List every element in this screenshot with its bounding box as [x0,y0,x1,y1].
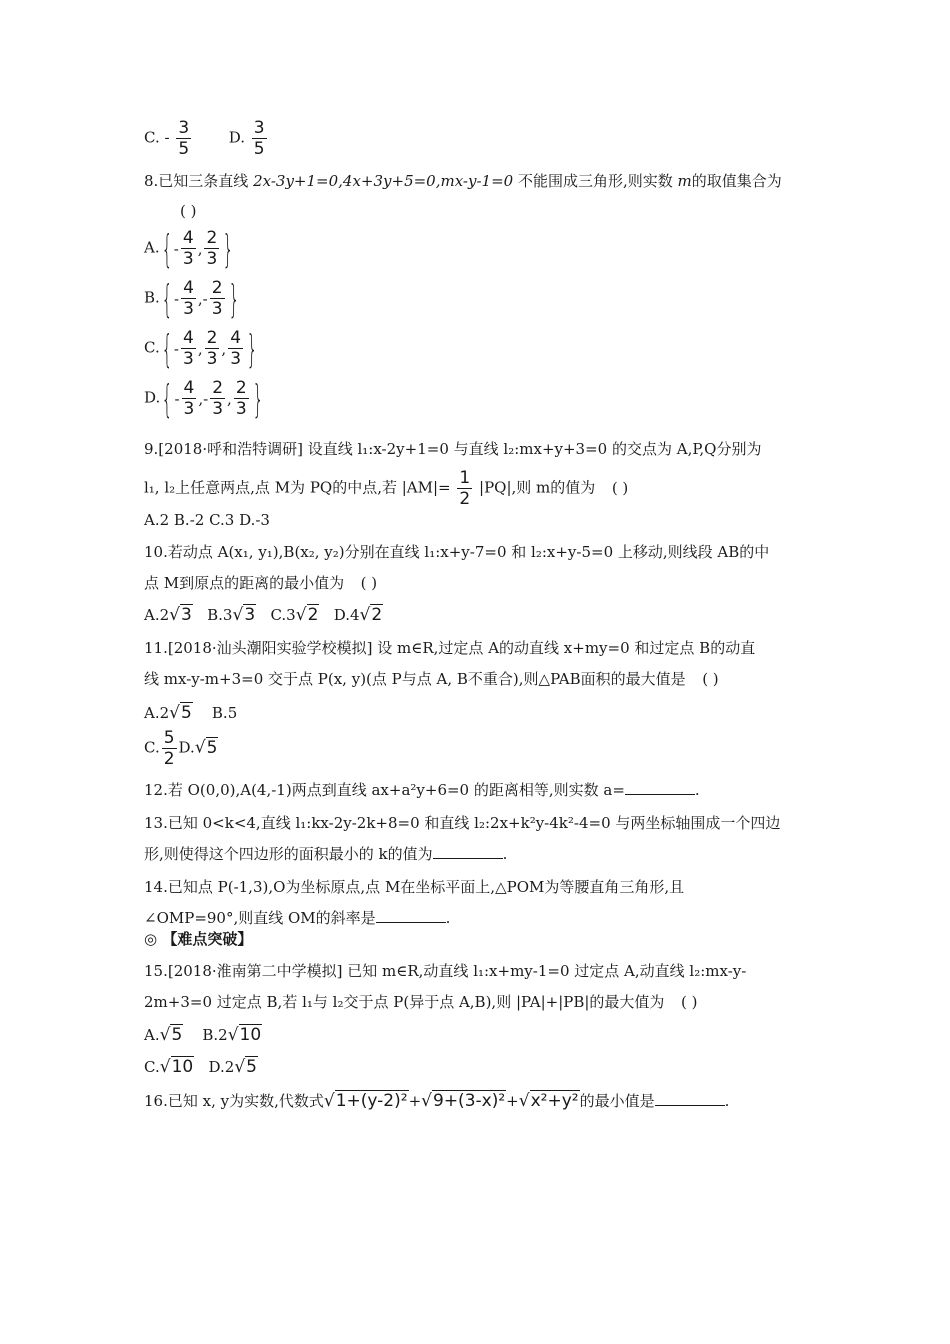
q9-fraction: $\frac{1}{2}$ [459,468,471,509]
q8-option-set [160,328,260,369]
denominator: 3 [230,349,242,369]
fraction [204,228,219,269]
q11-options-ab: A.2√5 B.5 [144,703,238,723]
q7-option-c-fraction: $\frac{3}{5}$ [178,118,190,159]
q10-answer-paren: ( ) [360,574,378,592]
denominator: 3 [212,399,224,419]
sqrt-icon: √ [159,1057,171,1077]
q14-answer-blank [376,908,446,923]
sqrt-icon: √ [169,703,180,723]
q12-answer-blank [625,780,695,795]
sqrt-icon: √ [232,605,244,625]
numerator: 4 [182,228,194,248]
q15-answer-paren: ( ) [680,993,698,1011]
numerator: 4 [230,328,242,348]
left-brace-icon: { [161,226,173,271]
minus-sign: - [173,289,180,308]
fraction [181,328,196,369]
q15-line1: 15.[2018·淮南第二中学模拟] 已知 m∈R,动直线 l₁:x+my-1=0 过定点 A,动直线 l₂:mx-y- [144,962,747,980]
sqrt-icon: √ [295,605,307,625]
denominator: 3 [182,249,194,269]
q8-option-set [160,228,236,269]
q10-line2: 点 M到原点的距离的最小值为 ( ) [144,572,389,594]
q8-stem: 8.已知三条直线 2x-3y+1=0,4x+3y+5=0,mx-y-1=0 不能围成三角形,则实数 m的取值集合为 [144,172,782,190]
sqrt-icon: √ [227,1025,239,1045]
q16-answer-blank [655,1091,725,1106]
fraction [182,378,197,419]
q14-line1: 14.已知点 P(-1,3),O为坐标原点,点 M在坐标平面上,△POM为等腰直角三角形,且 [144,878,685,896]
right-brace-icon: } [222,226,234,271]
numerator: 2 [212,378,224,398]
q9-answer-paren: ( ) [611,478,629,497]
q7-options [144,118,269,159]
section-heading [144,928,252,950]
q14-line2: ∠OMP=90°,则直线 OM的斜率是 . [144,909,451,927]
q11-line2: 线 mx-y-m+3=0 交于点 P(x, y)(点 P与点 A, B不重合),则△PAB面积的最大值是 ( ) [144,668,730,690]
q7-option-d-fraction: $\frac{3}{5}$ [253,118,265,159]
q7-option-c-sign: - [164,128,170,147]
q11-options-cd: C. $\frac{5}{2}$ D.√5 [144,728,218,769]
minus-sign: - [203,389,209,408]
minus-sign: - [173,339,179,358]
q13-line1: 13.已知 0<k<4,直线 l₁:kx-2y-2k+8=0 和直线 l₂:2x+k²y-4k²-4=0 与两坐标轴围成一个四边 [144,814,781,832]
denominator: 3 [206,349,218,369]
minus-sign: - [174,389,180,408]
numerator: 2 [206,328,218,348]
numerator: 4 [183,378,195,398]
right-brace-icon: } [252,376,264,421]
minus-sign: - [173,239,179,258]
q8-option-label: D. [144,388,161,407]
minus-sign: - [202,289,208,308]
q8-option-b [144,278,241,319]
q8-answer-paren: ( ) [180,202,197,220]
q15-options-ab: A.√5 B.2√10 [144,1025,262,1045]
denominator: 3 [206,249,218,269]
sqrt-icon: √ [159,1025,171,1045]
numerator: 2 [235,378,247,398]
denominator: 3 [211,299,223,319]
q13-answer-blank [433,844,503,859]
fraction [205,328,220,369]
denominator: 3 [183,299,194,319]
q11-answer-paren: ( ) [702,670,719,688]
denominator: 3 [235,399,247,419]
q8-option-set [160,378,265,419]
numerator: 4 [182,328,194,348]
q8-option-a [144,228,236,269]
sqrt-icon: √ [169,605,180,625]
fraction [181,278,196,319]
q8-option-label: A. [144,238,160,257]
q9-options: A.2 B.-2 C.3 D.-3 [144,511,270,529]
comma: , [197,339,203,358]
q7-option-d-label: D. [228,128,246,147]
comma: , [197,289,203,308]
comma: , [227,389,232,408]
right-brace-icon: } [228,276,240,321]
q16-line: 16.已知 x, y为实数,代数式√1+(y-2)²+√9+(3-x)²+√x²+y²的最小值是 . [144,1091,730,1111]
q12-line: 12.若 O(0,0),A(4,-1)两点到直线 ax+a²y+6=0 的距离相等,则实数 a= . [144,781,700,799]
q11-option-c-fraction: $\frac{5}{2}$ [163,728,175,769]
sqrt-icon: √ [359,605,371,625]
denominator: 3 [182,349,194,369]
numerator: 2 [206,228,218,248]
left-brace-icon: { [161,276,173,321]
left-brace-icon: { [161,326,173,371]
q10-options: A.2√3 B.3√3 C.3√2 D.4√2 [144,605,383,625]
sqrt-icon: √ [194,737,206,758]
q13-line2: 形,则使得这个四边形的面积最小的 k的值为 . [144,845,508,863]
comma: , [198,389,204,408]
q7-option-c-label: C. [144,128,160,147]
sqrt-icon: √ [421,1091,432,1111]
q11-line1: 11.[2018·汕头潮阳实验学校模拟] 设 m∈R,过定点 A的动直线 x+my=0 和过定点 B的动直 [144,639,756,657]
right-brace-icon: } [246,326,258,371]
fraction [210,378,225,419]
comma: , [221,339,227,358]
q9-line2: l₁, l₂上任意两点,点 M为 PQ的中点,若 |AM|= $\frac{1}{2}$ |PQ|,则 m的值为 ( ) [144,468,640,509]
q8-option-label: C. [144,338,160,357]
q8-option-d [144,378,265,419]
q15-options-cd: C.√10 D.2√5 [144,1057,257,1077]
section-title: 【难点突破】 [162,930,253,948]
numerator: 2 [211,278,223,298]
sqrt-icon: √ [323,1091,335,1111]
q8-option-c [144,328,259,369]
comma: , [197,239,203,258]
fraction [228,328,243,369]
sqrt-icon: √ [234,1057,246,1077]
fraction [181,228,196,269]
left-brace-icon: { [161,376,173,421]
q8-option-set [160,278,241,319]
denominator: 3 [183,399,195,419]
numerator: 4 [183,278,194,298]
fraction [234,378,249,419]
q10-line1: 10.若动点 A(x₁, y₁),B(x₂, y₂)分别在直线 l₁:x+y-7=0 和 l₂:x+y-5=0 上移动,则线段 AB的中 [144,543,770,561]
q8-option-label: B. [144,288,160,307]
q9-line1: 9.[2018·呼和浩特调研] 设直线 l₁:x-2y+1=0 与直线 l₂:mx+y+3=0 的交点为 A,P,Q分别为 [144,440,762,458]
target-icon: ◎ [144,930,158,948]
fraction [210,278,225,319]
q15-line2: 2m+3=0 过定点 B,若 l₁与 l₂交于点 P(异于点 A,B),则 |PA|+|PB|的最大值为 ( ) [144,991,709,1013]
sqrt-icon: √ [518,1091,530,1111]
